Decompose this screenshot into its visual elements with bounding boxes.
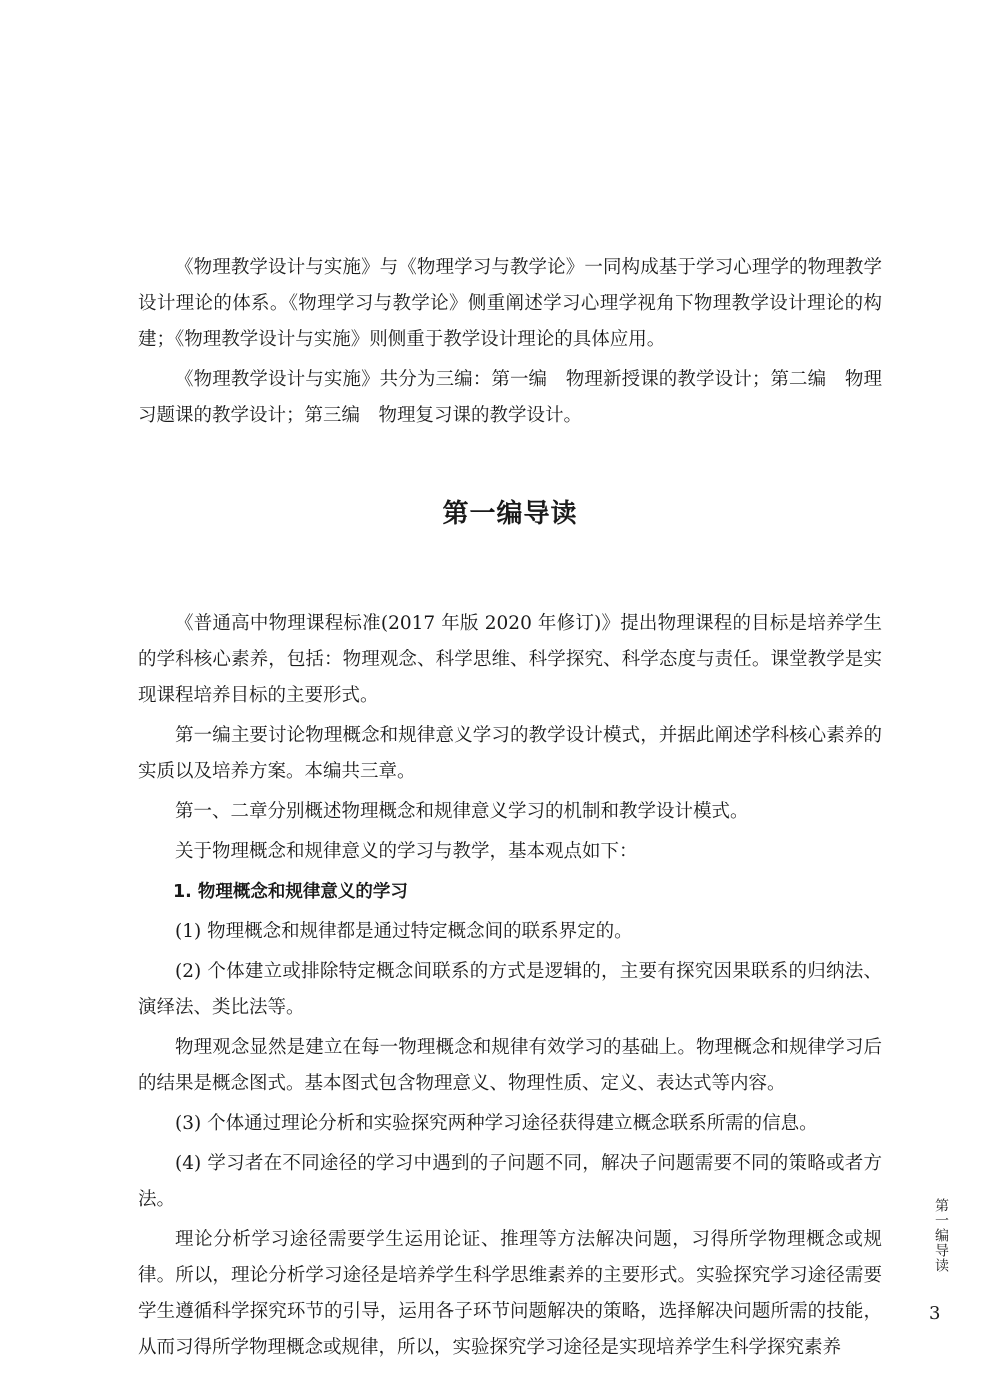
guide-paragraph-1: 《普通高中物理课程标准(2017 年版 2020 年修订)》提出物理课程的目标是培养学生的学科核心素养，包括：物理观念、科学思维、科学探究、科学态度与责任。课堂教学是实现课程培养目标的主要形式。 <box>138 613 882 706</box>
guide-point-2: (2) 个体建立或排除特定概念间联系的方式是逻辑的，主要有探究因果联系的归纳法、演绎法、类比法等。 <box>138 961 882 1018</box>
guide-paragraph-2: 第一编主要讨论物理概念和规律意义学习的教学设计模式，并据此阐述学科核心素养的实质以及培养方案。本编共三章。 <box>138 725 882 782</box>
guide-paragraph-4: 关于物理概念和规律意义的学习与教学，基本观点如下： <box>175 841 638 862</box>
page-body <box>138 250 882 1366</box>
guide-point-3: (3) 个体通过理论分析和实验探究两种学习途径获得建立概念联系所需的信息。 <box>175 1113 818 1134</box>
intro-paragraph-1: 《物理教学设计与实施》与《物理学习与教学论》一同构成基于学习心理学的物理教学设计理论的体系。《物理学习与教学论》侧重阐述学习心理学视角下物理教学设计理论的构建；《物理教学设计与实施》则侧重于教学设计理论的具体应用。 <box>138 257 882 350</box>
subheading: 1. 物理概念和规律意义的学习 <box>173 882 408 902</box>
guide-point-1: (1) 物理概念和规律都是通过特定概念间的联系界定的。 <box>175 921 633 942</box>
intro-paragraph-2: 《物理教学设计与实施》共分为三编：第一编 物理新授课的教学设计；第二编 物理习题课的教学设计；第三编 物理复习课的教学设计。 <box>138 369 882 426</box>
guide-paragraph-6: 理论分析学习途径需要学生运用论证、推理等方法解决问题，习得所学物理概念或规律。所以，理论分析学习途径是培养学生科学思维素养的主要形式。实验探究学习途径需要学生遵循科学探究环节的引导，运用各子环节问题解决的策略，选择解决问题所需的技能，从而习得所学物理概念或规律，所以，实验探究学习途径是实现培养学生科学探究素养 <box>138 1229 882 1358</box>
guide-section <box>138 606 882 1366</box>
running-side-label: 第一编导读 <box>933 1198 949 1273</box>
section-title: 第一编导读 <box>442 499 578 529</box>
guide-point-4: (4) 学习者在不同途径的学习中遇到的子问题不同，解决子问题需要不同的策略或者方法。 <box>138 1153 882 1210</box>
page-number: 3 <box>929 1303 941 1324</box>
guide-paragraph-5: 物理观念显然是建立在每一物理概念和规律有效学习的基础上。物理概念和规律学习后的结果是概念图式。基本图式包含物理意义、物理性质、定义、表达式等内容。 <box>138 1037 882 1094</box>
guide-paragraph-3: 第一、二章分别概述物理概念和规律意义学习的机制和教学设计模式。 <box>175 801 749 822</box>
